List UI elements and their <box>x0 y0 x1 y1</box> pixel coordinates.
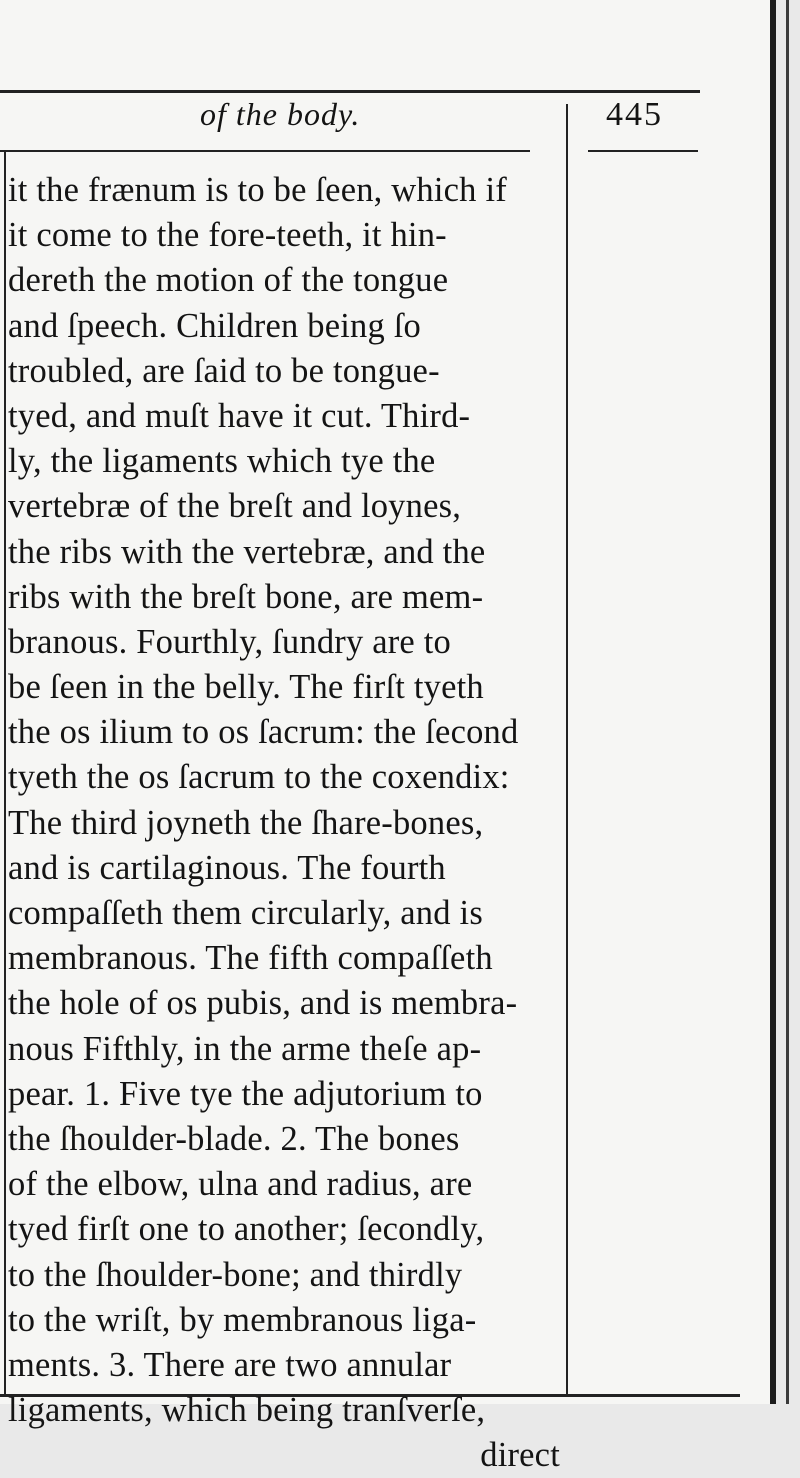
text-line: troubled, are ſaid to be tongue- <box>8 351 440 390</box>
text-line: ments. 3. There are two annular <box>8 1345 452 1384</box>
text-line: membranous. The fifth compaſſeth <box>8 939 493 978</box>
margin-header-rule <box>588 150 698 152</box>
body-text <box>8 168 568 1478</box>
text-line: to the wriſt, by membranous liga- <box>8 1300 477 1339</box>
text-line: it come to the fore-teeth, it hin- <box>8 216 447 255</box>
text-line: the ribs with the vertebræ, and the <box>8 532 486 571</box>
top-rule <box>0 90 700 93</box>
text-line: the os ilium to os ſacrum: the ſecond <box>8 713 519 752</box>
text-line: branous. Fourthly, ſundry are to <box>8 622 452 661</box>
text-line: The third joyneth the ſhare-bones, <box>8 803 484 842</box>
header-rule <box>0 150 530 152</box>
page-edge-shadow <box>770 0 776 1404</box>
text-line: tyeth the os ſacrum to the coxendix: <box>8 758 510 797</box>
text-line: dereth the motion of the tongue <box>8 261 449 300</box>
text-line: and is cartilaginous. The fourth <box>8 848 446 887</box>
text-line: ly, the ligaments which tye the <box>8 442 436 481</box>
column-rule-left <box>4 150 6 1394</box>
text-line: ligaments, which being tranſverſe, <box>8 1391 486 1430</box>
text-line: pear. 1. Five tye the adjutorium to <box>8 1074 483 1113</box>
page-edge-line <box>786 0 789 1404</box>
running-title: of the body. <box>200 96 361 132</box>
text-line: nous Fifthly, in the arme theſe ap- <box>8 1029 482 1068</box>
text-line: tyed firſt one to another; ſecondly, <box>8 1210 485 1249</box>
text-line: ribs with the breſt bone, are mem- <box>8 577 484 616</box>
text-line: be ſeen in the belly. The firſt tyeth <box>8 668 484 707</box>
text-line: and ſpeech. Children being ſo <box>8 306 421 345</box>
text-line: tyed, and muſt have it cut. Third- <box>8 396 471 435</box>
text-line: it the frænum is to be ſeen, which if <box>8 171 507 209</box>
page-number: 445 <box>606 96 663 133</box>
text-line: the hole of os pubis, and is membra- <box>8 984 518 1023</box>
text-line: to the ſhoulder-bone; and thirdly <box>8 1255 463 1294</box>
catchword: direct <box>480 1436 560 1475</box>
text-line: the ſhoulder-blade. 2. The bones <box>8 1119 460 1158</box>
text-line: vertebræ of the breſt and loynes, <box>8 487 462 526</box>
text-line: compaſſeth them circularly, and is <box>8 894 483 932</box>
text-line: of the elbow, ulna and radius, are <box>8 1165 473 1204</box>
